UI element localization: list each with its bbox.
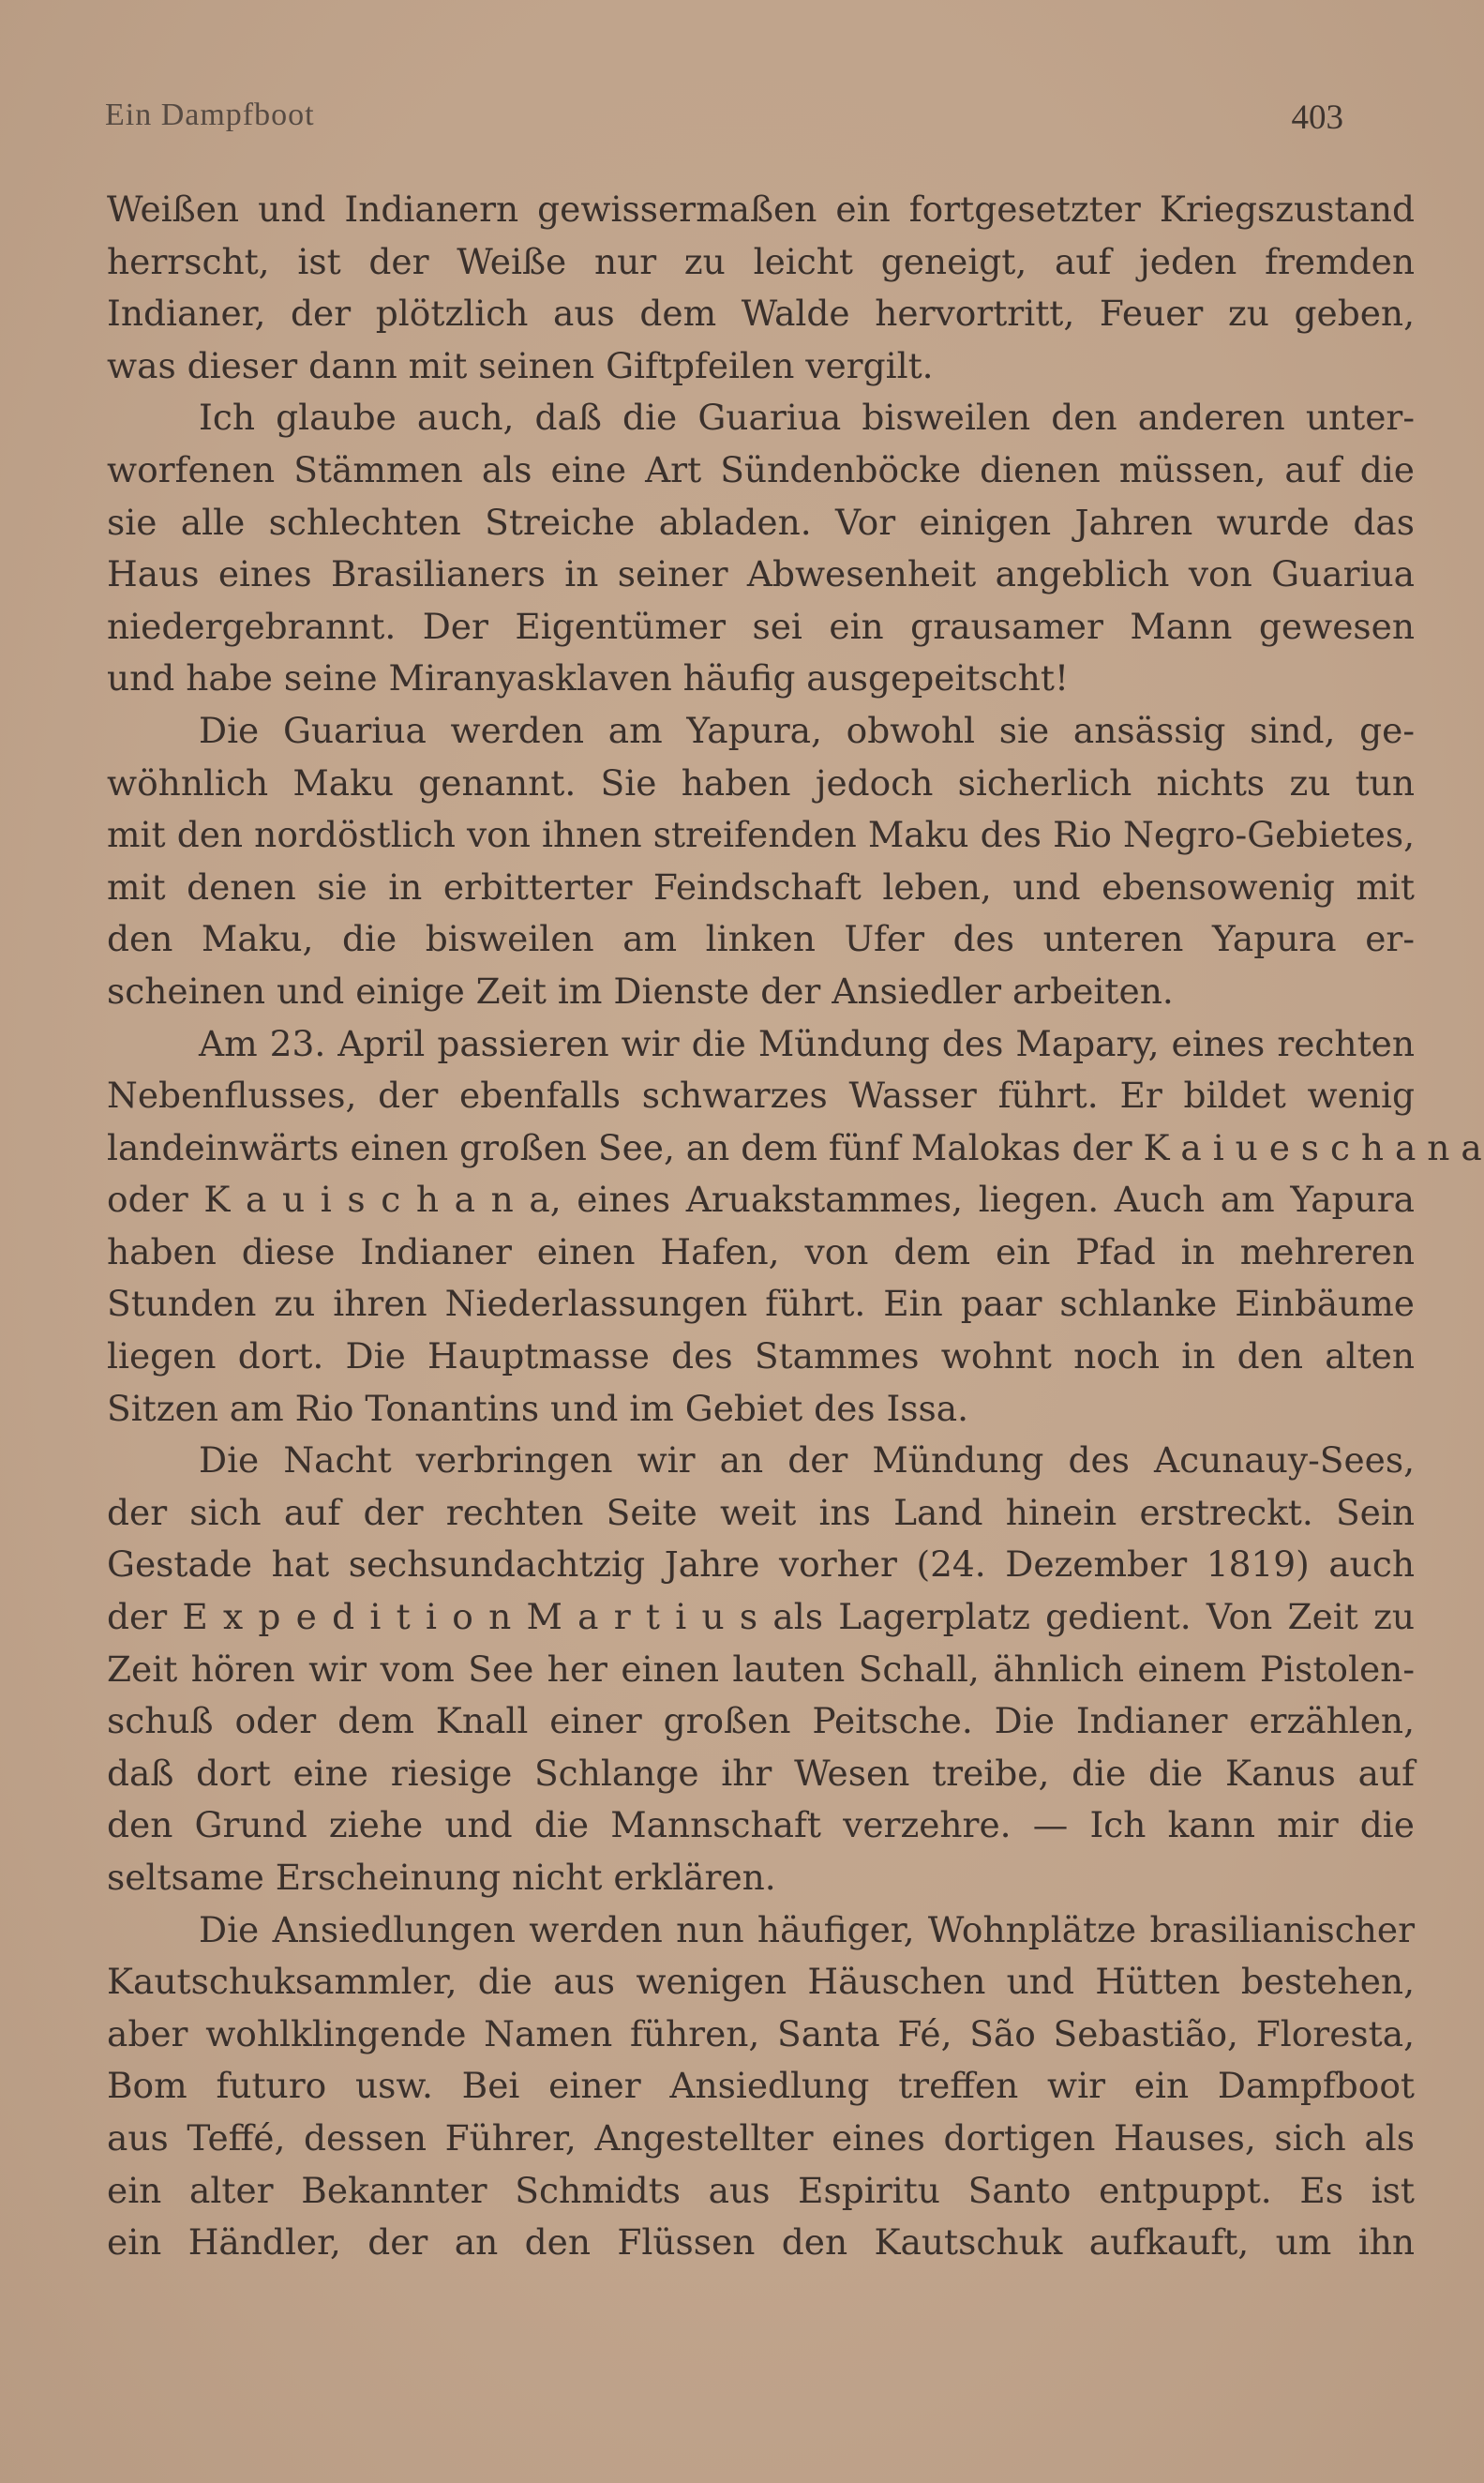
text-line: Kautschuksammler, die aus wenigen Häuschen und Hütten bestehen, [107,1961,1415,2003]
text-line: scheinen und einige Zeit im Dienste der Ansiedler arbeiten. [107,970,1174,1012]
text-line: Am 23. April passieren wir die Mündung des Mapary, eines rechten [199,1022,1415,1064]
text-line: Die Nacht verbringen wir an der Mündung des Acunauy-Sees, [199,1439,1415,1482]
text-line: wöhnlich Maku genannt. Sie haben jedoch sicherlich nichts zu tun [107,761,1415,804]
text-line: seltsame Erscheinung nicht erklären. [107,1857,776,1898]
text-line: den Grund ziehe und die Mannschaft verzehre. — Ich kann mir die [107,1804,1415,1846]
text-line: und habe seine Miranyasklaven häufig ausgepeitscht! [107,657,1070,700]
text-line: worfenen Stämmen als eine Art Sündenböcke dienen müssen, auf die [107,448,1415,490]
text-line: ein Händler, der an den Flüssen den Kautschuk aufkauft, um ihn [107,2221,1415,2264]
text-line: aber wohlklingende Namen führen, Santa Fé, São Sebastião, Floresta, [107,2012,1415,2054]
page-number: 403 [1291,98,1343,137]
text-line: oder K a u i s c h a n a, eines Aruakstammes, liegen. Auch am Yapura [107,1179,1415,1221]
text-line: Bom futuro usw. Bei einer Ansiedlung treffen wir ein Dampfboot [107,2065,1415,2107]
text-line: Weißen und Indianern gewissermaßen ein fortgesetzter Kriegszustand [107,188,1415,230]
text-line: daß dort eine riesige Schlange ihr Wesen treibe, die die Kanus auf [107,1752,1415,1794]
text-line: Die Guariua werden am Yapura, obwohl sie ansässig sind, ge- [199,709,1415,751]
text-line: der E x p e d i t i o n M a r t i u s als Lagerplatz gedient. Von Zeit zu [107,1596,1415,1638]
text-line: haben diese Indianer einen Hafen, von dem ein Pfad in mehreren [107,1230,1415,1272]
text-line: liegen dort. Die Hauptmasse des Stammes wohnt noch in den alten [107,1335,1415,1377]
text-line: Gestade hat sechsundachtzig Jahre vorher (24. Dezember 1819) auch [107,1543,1415,1586]
text-line: ein alter Bekannter Schmidts aus Espiritu Santo entpuppt. Es ist [107,2169,1415,2211]
text-line: niedergebrannt. Der Eigentümer sei ein grausamer Mann gewesen [107,605,1415,647]
running-title: Ein Dampfboot [105,98,315,132]
text-line: Haus eines Brasilianers in seiner Abwesenheit angeblich von Guariua [107,553,1415,595]
text-line: der sich auf der rechten Seite weit ins Land hinein erstreckt. Sein [107,1491,1415,1533]
text-line: den Maku, die bisweilen am linken Ufer des unteren Yapura er- [107,918,1415,960]
body-text [107,184,1482,2269]
running-header [105,98,1411,144]
text-line: was dieser dann mit seinen Giftpfeilen vergilt. [107,344,934,386]
text-line: Nebenflusses, der ebenfalls schwarzes Wasser führt. Er bildet wenig [107,1075,1415,1117]
text-line: mit den nordöstlich von ihnen streifenden Maku des Rio Negro-Gebietes, [107,814,1415,856]
text-line: mit denen sie in erbitterter Feindschaft leben, und ebensowenig mit [107,865,1415,908]
text-line: Stunden zu ihren Niederlassungen führt. Ein paar schlanke Einbäume [107,1283,1415,1325]
text-line: Sitzen am Rio Tonantins und im Gebiet des Issa. [107,1387,969,1429]
text-line: schuß oder dem Knall einer großen Peitsche. Die Indianer erzählen, [107,1700,1415,1742]
text-line: Die Ansiedlungen werden nun häufiger, Wohnplätze brasilianischer [199,1908,1415,1950]
text-line: herrscht, ist der Weiße nur zu leicht geneigt, auf jeden fremden [107,240,1415,282]
text-line: Zeit hören wir vom See her einen lauten Schall, ähnlich einem Pistolen- [107,1648,1415,1690]
text-line: sie alle schlechten Streiche abladen. Vor einigen Jahren wurde das [107,501,1415,543]
text-line: landeinwärts einen großen See, an dem fünf Malokas der K a i u e s c h a n a [107,1126,1482,1168]
text-line: aus Teffé, dessen Führer, Angestellter eines dortigen Hauses, sich als [107,2116,1415,2159]
text-line: Indianer, der plötzlich aus dem Walde hervortritt, Feuer zu geben, [107,293,1415,335]
text-line: Ich glaube auch, daß die Guariua bisweilen den anderen unter- [199,397,1415,439]
